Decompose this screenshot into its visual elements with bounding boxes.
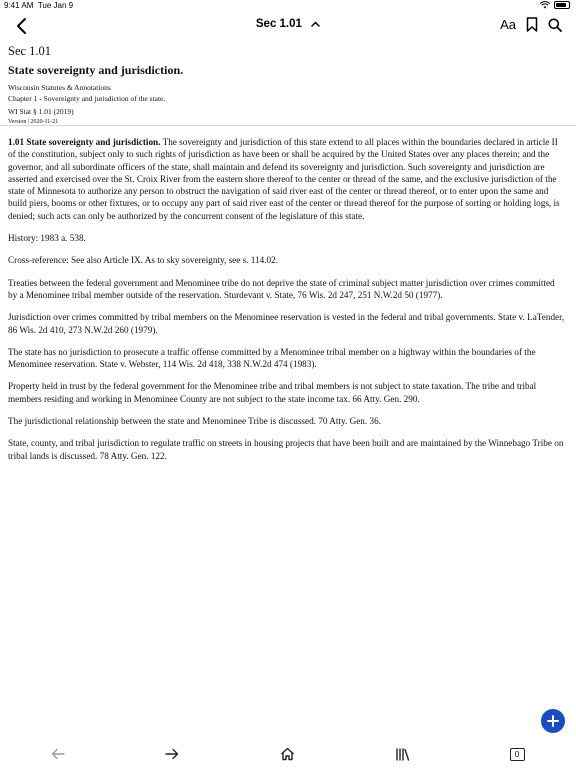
home-button[interactable]: [277, 744, 297, 764]
annotation-paragraph: The state has no jurisdiction to prosecute a traffic offense committed by a Menominee tribal member on a highway within the boundaries of the Menominee reservation. State v. Webster, 114 Wis. 2d 418, 338 N.W.2d 474 (1983).: [8, 346, 536, 370]
bottom-toolbar: [0, 740, 576, 768]
clock: 9:41 AM: [4, 1, 34, 10]
nav-actions: [500, 17, 562, 32]
lead-text: The sovereignty and jurisdiction of this state extend to all places within the boundaries declared in article II of the constitution, subject only to such rights of jurisdiction as have been or shall be acquired by the United States over any places therein; and the governor, and all subordinate officers of the state, shall maintain and defend its sovereignty and jurisdiction. Such sovereignty and jurisdiction are asserted and exercised over the St. Croix River from the eastern shore thereof to the center or thread of the same, and the exclusive jurisdiction of the state of Minnesota to authorize any person to obstruct the navigation of said river east of the center or thread thereof, or to enter upon the same and build piers, booms or other fixtures, or to occupy any part of said river east of the center or thread thereof for the purpose of sorting or holding logs, is denied; such acts can only be authorized by the concurrent consent of the legislature of this state.: [8, 137, 560, 221]
search-icon[interactable]: [548, 18, 562, 32]
section-number: Sec 1.01: [8, 44, 52, 58]
cross-reference-note: Cross-reference: See also Article IX. As to sky sovereignty, see s. 114.02.: [8, 255, 279, 266]
history-note: History: 1983 a. 538.: [8, 233, 86, 244]
section-title: State sovereignty and jurisdiction.: [8, 63, 184, 77]
annotation-paragraph: State, county, and tribal jurisdiction to regulate traffic on streets in housing projects that have been built and are maintained by the Winnebago Tribe on tribal lands is discussed. 78 Atty. Gen. 122.: [8, 438, 564, 461]
add-button[interactable]: [541, 709, 565, 733]
tabs-button[interactable]: [507, 744, 527, 764]
wifi-icon: [540, 1, 550, 9]
battery-icon: [554, 1, 570, 9]
annotation-paragraph: Treaties between the federal government and Menominee tribe do not deprive the state of criminal subject matter jurisdiction over crimes committed by a Menominee tribal member outside of the reservation. Sturdevant v. State, 76 Wis. 2d 247, 251 N.W.2d 50 (1977).: [8, 277, 555, 300]
library-button[interactable]: [392, 744, 412, 764]
source-name: Wisconsin Statutes & Annotations: [8, 83, 111, 92]
version-label: Version | 2020-11-21: [8, 119, 59, 125]
chapter-name: Chapter 1 - Sovereignty and jurisdiction of the state.: [8, 94, 166, 103]
annotation-paragraph: Property held in trust by the federal government for the Menominee tribe and tribal members is not subject to state taxation. The tribe and tribal members residing and working in Menominee County are not subject to the state income tax. 66 Atty. Gen. 290.: [8, 381, 537, 404]
nav-bar: [0, 14, 576, 38]
divider: [0, 125, 576, 126]
back-button[interactable]: [48, 744, 68, 764]
status-indicators: [540, 1, 570, 9]
document-header: [8, 44, 568, 128]
plus-icon: [547, 715, 559, 727]
arrow-left-icon: [51, 748, 65, 760]
status-time: [4, 1, 73, 10]
citation: WI Stat § 1.01 (2019): [8, 107, 74, 116]
library-icon: [395, 748, 410, 761]
bookmark-icon[interactable]: [526, 17, 538, 32]
tabs-count: 0: [510, 748, 525, 761]
font-size-button[interactable]: Aa: [500, 17, 516, 32]
lead-paragraph: [8, 136, 566, 222]
home-icon: [280, 747, 295, 761]
annotation-paragraph: Jurisdiction over crimes committed by tribal members on the Menominee reservation is vested in the federal and tribal governments. State v. LaTender, 86 Wis. 2d 410, 273 N.W.2d 260 (1979).: [8, 312, 565, 335]
chevron-up-icon: [311, 21, 320, 27]
lead-heading: 1.01 State sovereignty and jurisdiction.: [8, 137, 161, 147]
arrow-right-icon: [165, 748, 179, 760]
forward-button[interactable]: [162, 744, 182, 764]
date: Tue Jan 9: [37, 1, 74, 10]
annotation-paragraph: The jurisdictional relationship between the state and Menominee Tribe is discussed. 70 Atty. Gen. 36.: [8, 416, 381, 427]
nav-title-button[interactable]: [0, 18, 576, 30]
status-bar: [0, 0, 576, 12]
statute-body: [8, 136, 566, 472]
nav-title: Sec 1.01: [255, 18, 302, 30]
